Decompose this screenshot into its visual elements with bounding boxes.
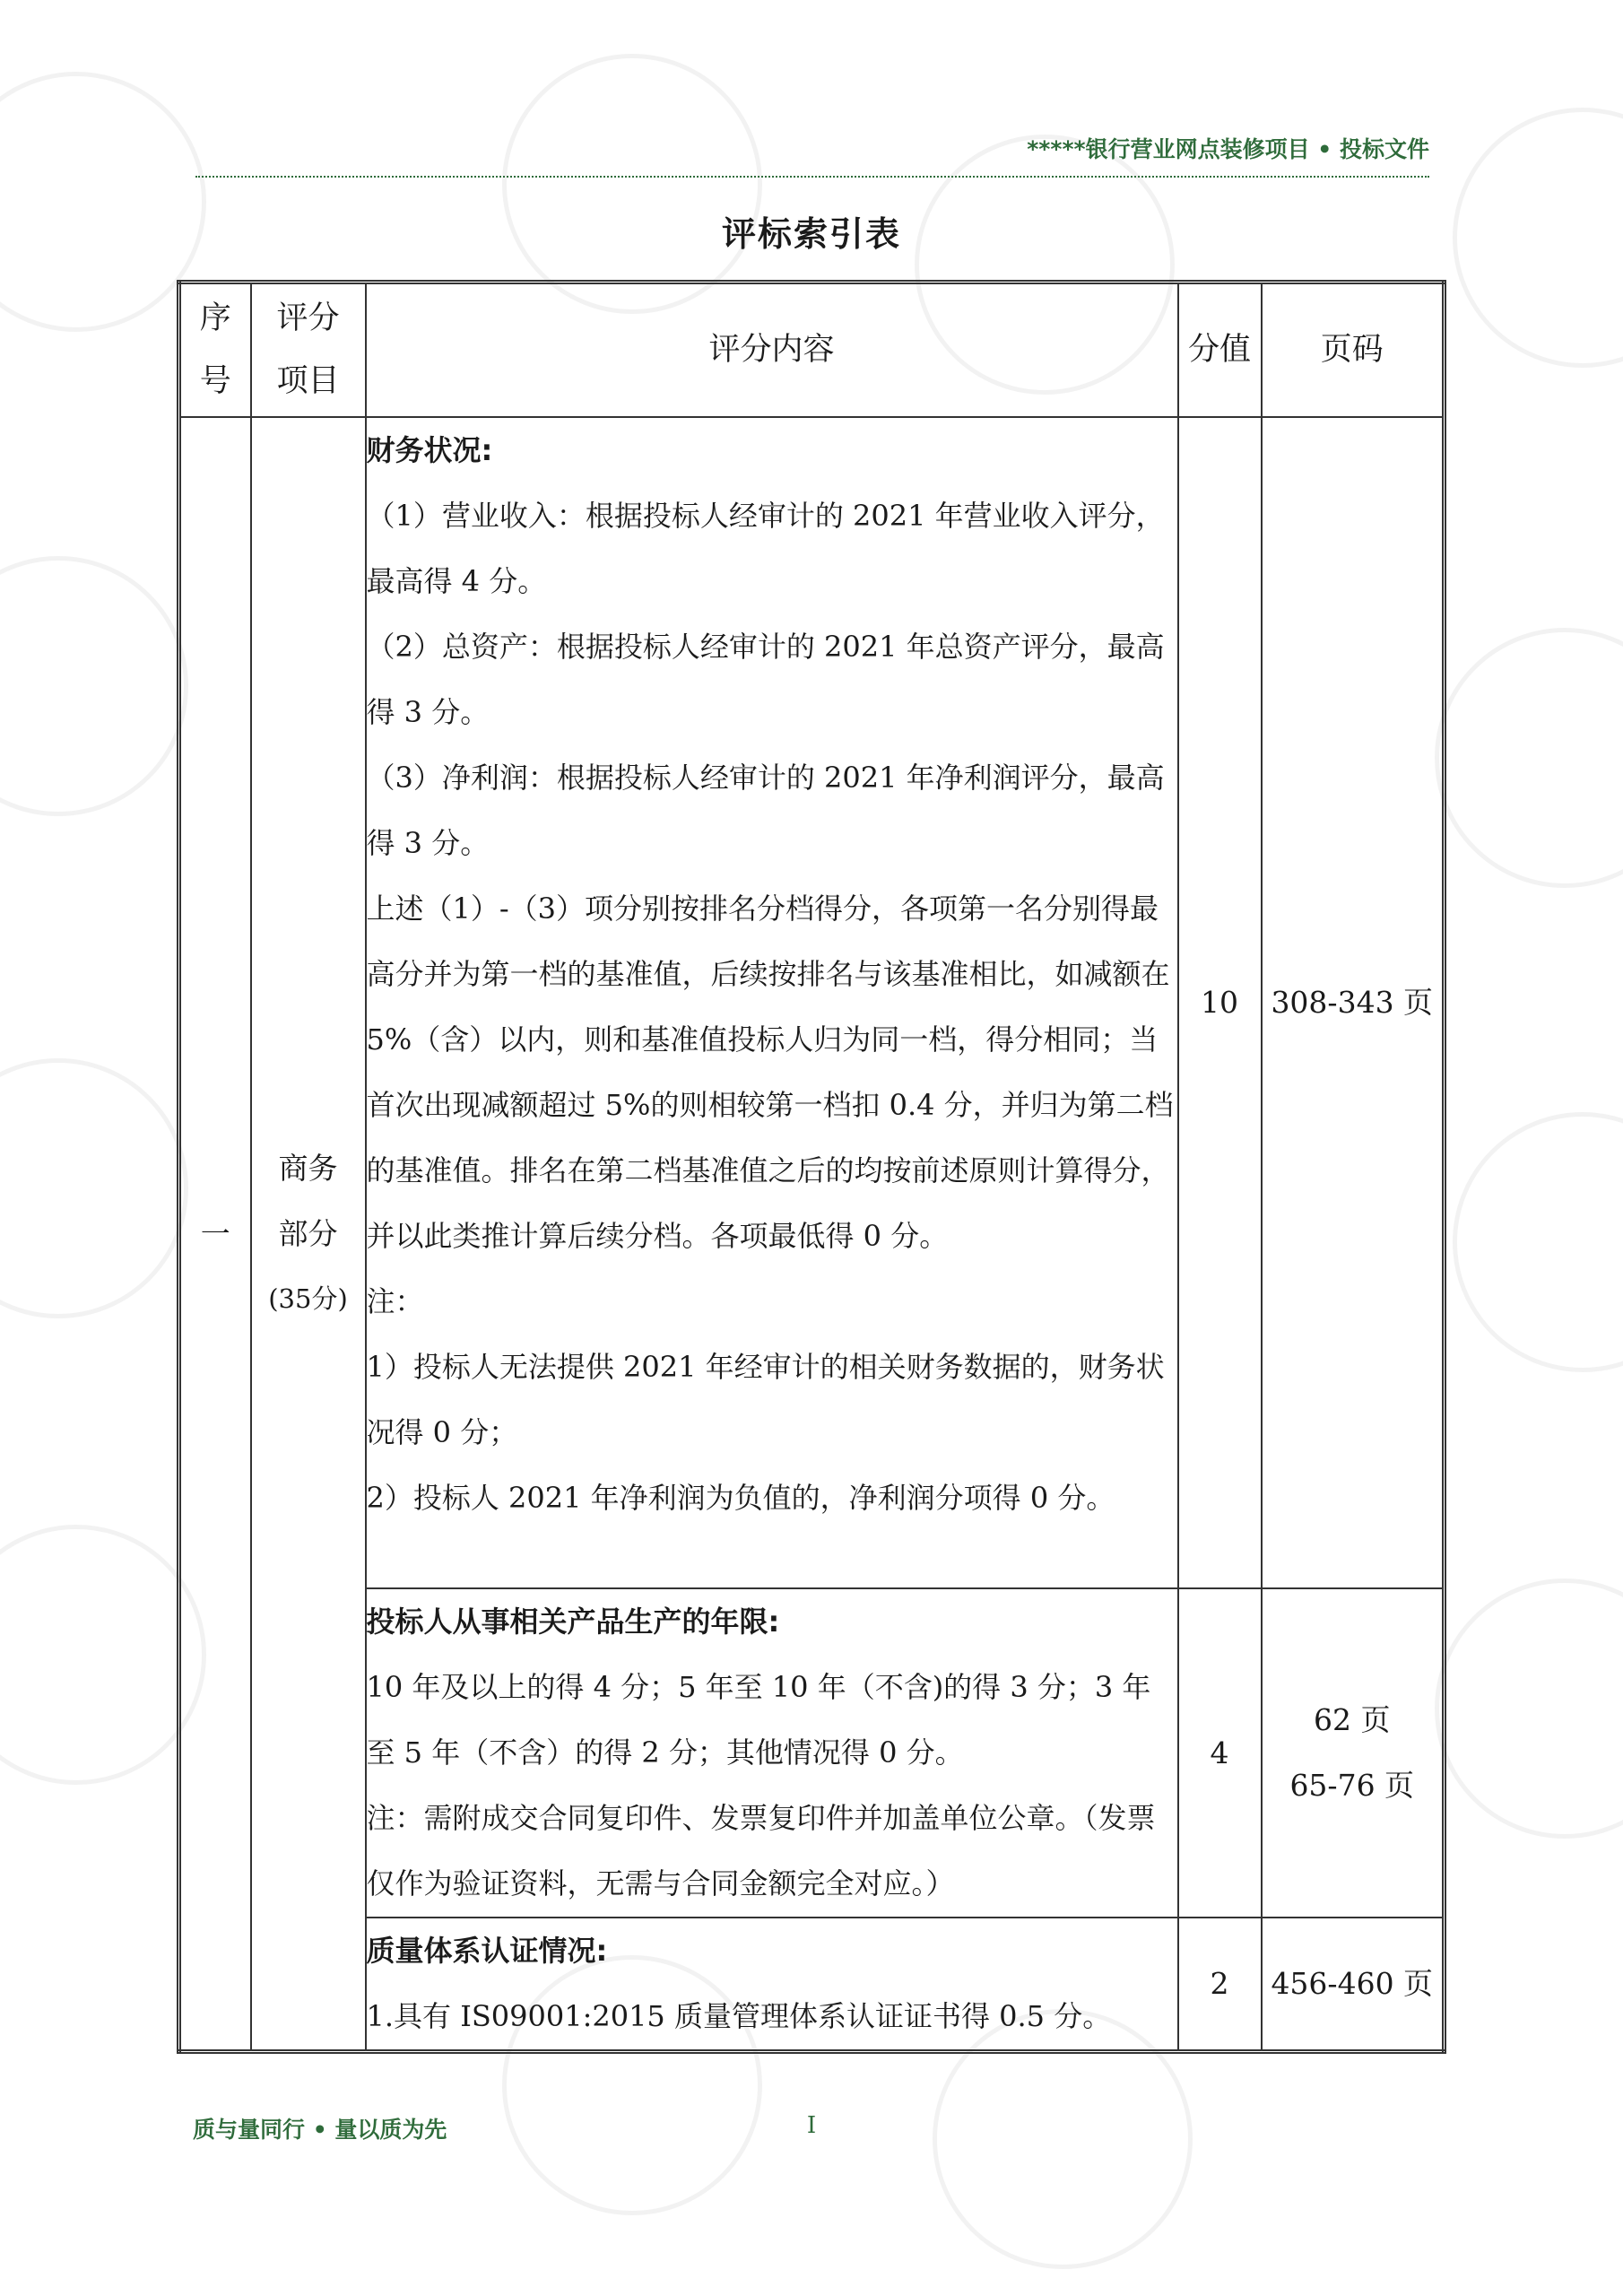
content-line: 1）投标人无法提供 2021 年经审计的相关财务数据的，财务状况得 0 分；: [366, 1349, 1165, 1449]
content-line: 上述（1）-（3）项分别按排名分档得分，各项第一名分别得最高分并为第一档的基准值，后续按排名与该基准相比，如减额在 5%（含）以内，则和基准值投标人归为同一档，得分相同；当首次出现减额超过 5%的则相较第一档扣 0.4 分，并归为第二档的基准值。排名在第二档基准值之后的均按前述原则计算得分，并以此类推计算后续分档。各项最低得 0 分。: [366, 891, 1174, 1253]
header-category-line2: 项目: [276, 363, 340, 400]
header-no-line1: 序: [199, 300, 231, 337]
footer-motto: 质与量同行 • 量以质为先: [193, 2117, 447, 2143]
page-ref: 456-460 页: [1271, 1966, 1434, 2001]
table-row: [179, 417, 1445, 1588]
table-row: [179, 1918, 1445, 2052]
group-category-line1: 商务: [278, 1150, 338, 1186]
content-line: 注：需附成交合同复印件、发票复印件并加盖单位公章。（发票仅作为验证资料，无需与合同金额完全对应。）: [366, 1800, 1156, 1900]
watermark-ring: [0, 556, 188, 816]
table-header-row: [179, 283, 1445, 417]
row-page: [1262, 1918, 1445, 2052]
group-category: [251, 417, 366, 2052]
page-ref: 65-76 页: [1289, 1768, 1415, 1803]
scoring-index-table: [177, 280, 1446, 2054]
watermark-ring: [502, 54, 762, 314]
content-line: 10 年及以上的得 4 分；5 年至 10 年（不含)的得 3 分；3 年至 5 年（不含）的得 2 分；其他情况得 0 分。: [366, 1669, 1151, 1770]
page-title: 评标索引表: [721, 214, 901, 254]
header-score: 分值: [1178, 283, 1262, 417]
content-line: （1）营业收入：根据投标人经审计的 2021 年营业收入评分，最高得 4 分。: [366, 498, 1165, 598]
row-content: [366, 1588, 1178, 1918]
group-category-line3: (35分): [268, 1283, 348, 1314]
row-score: 4: [1178, 1588, 1262, 1918]
row-score: 2: [1178, 1918, 1262, 2052]
watermark-ring: [0, 1058, 188, 1318]
section-title: 质量体系认证情况:: [366, 1933, 608, 1968]
header-category: [251, 283, 366, 417]
watermark-ring: [1435, 628, 1623, 888]
header-no-line2: 号: [199, 363, 231, 400]
watermark-ring: [1435, 1578, 1623, 1839]
header-no: [179, 283, 251, 417]
header-page: 页码: [1262, 283, 1445, 417]
content-line: 注：: [366, 1283, 424, 1318]
page-ref: 62 页: [1314, 1702, 1391, 1737]
row-content: [366, 417, 1178, 1588]
page-ref: 308-343 页: [1271, 985, 1434, 1020]
header-category-line1: 评分: [276, 300, 340, 337]
section-title: 财务状况:: [366, 432, 493, 467]
watermark-ring: [0, 1525, 206, 1785]
group-no: 一: [179, 417, 251, 2052]
content-line: （3）净利润：根据投标人经审计的 2021 年净利润评分，最高得 3 分。: [366, 760, 1165, 860]
content-line: 2）投标人 2021 年净利润为负值的，净利润分项得 0 分。: [366, 1480, 1115, 1515]
page-header: *****银行营业网点装修项目 • 投标文件: [195, 135, 1429, 178]
watermark-ring: [0, 72, 206, 332]
section-title: 投标人从事相关产品生产的年限:: [366, 1604, 780, 1639]
header-content: 评分内容: [366, 283, 1178, 417]
row-content: [366, 1918, 1178, 2052]
table-row: [179, 1588, 1445, 1918]
row-score: 10: [1178, 417, 1262, 1588]
group-category-line2: 部分: [278, 1215, 338, 1251]
row-page: [1262, 1588, 1445, 1918]
content-line: 1.具有 IS09001:2015 质量管理体系认证证书得 0.5 分。: [366, 1998, 1112, 2033]
content-line: （2）总资产：根据投标人经审计的 2021 年总资产评分，最高得 3 分。: [366, 629, 1165, 729]
page-number: I: [806, 2112, 817, 2139]
watermark-ring: [1453, 1112, 1623, 1372]
row-page: [1262, 417, 1445, 1588]
